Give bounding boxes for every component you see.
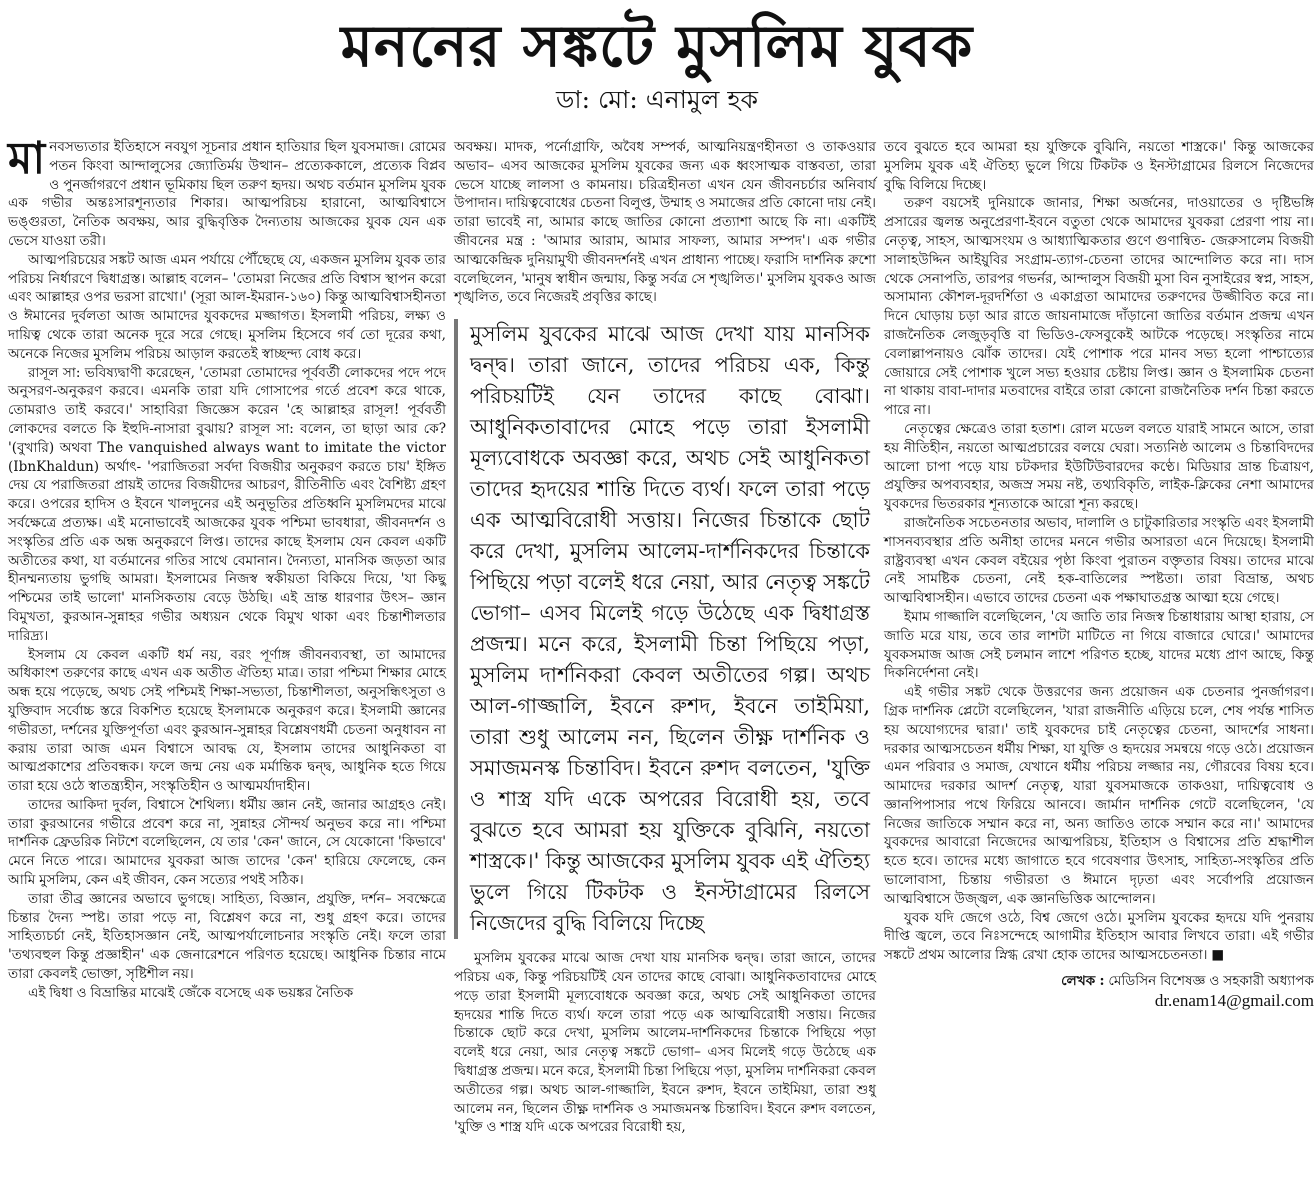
author-info — [884, 971, 1314, 1011]
article-body — [0, 133, 1314, 1137]
paragraph: নেতৃত্বের ক্ষেত্রেও তারা হতাশ। রোল মডেল বলতে যারাই সামনে আসে, তারা হয় নীতিহীন, নয়তো আত্মপ্রচারের বলয়ে ঘেরা। সত্যনিষ্ঠ আলেম ও চিন্তাবিদদের আলো চাপা পড়ে যায় চটকদার ইউটিউবারদের কণ্ঠে। মিডিয়ার ভ্রান্ত চিত্রায়ণ, প্রযুক্তির অপব্যবহার, অজস্র সময় নষ্ট, তথ্যবিকৃতি, লাইক-ক্লিকের নেশা আমাদের যুবকদের ভিতরকার শূন্যতাকে আরো শূন্য করছে। — [884, 420, 1314, 513]
headline: মননের সঙ্কটে মুসলিম যুবক — [340, 12, 974, 80]
author-email: dr.enam14@gmail.com — [1154, 991, 1314, 1011]
article-column-1 — [8, 133, 446, 1003]
paragraph: তবে বুঝতে হবে আমরা হয় যুক্তিকে বুঝিনি, নয়তো শাস্ত্রকে।' কিন্তু আজকের মুসলিম যুবক এই ঐতিহ্য ভুলে গিয়ে টিকটক ও ইনস্টাগ্রামের রিলসে নিজেদের বুদ্ধি বিলিয়ে দিচ্ছে। — [884, 139, 1314, 193]
author-designation: মেডিসিন বিশেষজ্ঞ ও সহকারী অধ্যাপক — [1108, 973, 1314, 990]
paragraph: আত্মপরিচয়ের সঙ্কট আজ এমন পর্যায়ে পৌঁছেছে যে, একজন মুসলিম যুবক তার পরিচয় নির্ধারণে দ্বিধাগ্রস্ত। আল্লাহ বলেন– 'তোমরা নিজের প্রতি বিশ্বাস স্থাপন করো এবং আল্লাহর ওপর ভরসা রাখো।' (সূরা আল-ইমরান-১৬০) কিন্তু আত্মবিশ্বাসহীনতা ও ঈমানের দুর্বলতা আজ আমাদের যুবকদের মজ্জাগত। ইসলামী পরিচয়, লক্ষ্য ও দায়িত্ব থেকে তারা অনেক দূরে সরে গেছে। মুসলিম হিসেবে গর্ব তো দূরের কথা, অনেকে নিজের মুসলিম পরিচয় আড়াল করতেই স্বাচ্ছন্দ্য বোধ করে। — [8, 251, 446, 362]
paragraph: মুসলিম যুবকের মাঝে আজ দেখা যায় মানসিক দ্বন্দ্ব। তারা জানে, তাদের পরিচয় এক, কিন্তু পরিচয়টিই যেন তাদের কাছে বোঝা। আধুনিকতাবাদের মোহে পড়ে তারা ইসলামী মূল্যবোধকে অবজ্ঞা করে, অথচ সেই আধুনিকতা তাদের হৃদয়ের শান্তি দিতে ব্যর্থ। ফলে তারা পড়ে এক আত্মবিরোধী সত্তায়। নিজের চিন্তাকে ছোট করে দেখা, মুসলিম আলেম-দার্শনিকদের চিন্তাকে পিছিয়ে পড়া বলেই ধরে নেয়া, আর নেতৃত্ব সঙ্কটে ভোগা– এসব মিলেই গড়ে উঠেছে এক দ্বিধাগ্রস্ত প্রজন্ম। মনে করে, ইসলামী চিন্তা পিছিয়ে পড়া, মুসলিম দার্শনিকরা কেবল অতীতের গল্প। অথচ আল-গাজ্জালি, ইবনে রুশদ, ইবনে তাইমিয়া, তারা শুধু আলেম নন, ছিলেন তীক্ষ্ণ দার্শনিক ও সমাজমনস্ক চিন্তাবিদ। ইবনে রুশদ বলতেন, 'যুক্তি ও শাস্ত্র যদি একে অপরের বিরোধী হয়, — [454, 950, 876, 1136]
paragraph: যুবক যদি জেগে ওঠে, বিশ্ব জেগে ওঠে। মুসলিম যুবকের হৃদয়ে যদি পুনরায় দীপ্তি জ্বলে, তবে নিঃসন্দেহে আগামীর ইতিহাস আবার লিখবে তারা। এই গভীর সঙ্কটে প্রথম আলোর স্নিগ্ধ রেখা হোক তাদের আত্মসচেতনতা। ■ — [884, 909, 1314, 964]
paragraph: ইমাম গাজ্জালি বলেছিলেন, 'যে জাতি তার নিজস্ব চিন্তাধারায় আস্থা হারায়, সে জাতি মরে যায়, তবে তার লাশটা মাটিতে না গিয়ে বাজারে ঘোরে।' আমাদের যুবকসমাজ আজ সেই চলমান লাশে পরিণত হচ্ছে, যাদের মধ্যে প্রাণ আছে, কিন্তু দিকনির্দেশনা নেই। — [884, 608, 1314, 682]
pull-quote: মুসলিম যুবকের মাঝে আজ দেখা যায় মানসিক দ্বন্দ্ব। তারা জানে, তাদের পরিচয় এক, কিন্তু পরিচয়টিই যেন তাদের কাছে বোঝা। আধুনিকতাবাদের মোহে পড়ে তারা ইসলামী মূল্যবোধকে অবজ্ঞা করে, অথচ সেই আধুনিকতা তাদের হৃদয়ের শান্তি দিতে ব্যর্থ। ফলে তারা পড়ে এক আত্মবিরোধী সত্তায়। নিজের চিন্তাকে ছোট করে দেখা, মুসলিম আলেম-দার্শনিকদের চিন্তাকে পিছিয়ে পড়া বলেই ধরে নেয়া, আর নেতৃত্ব সঙ্কটে ভোগা– এসব মিলেই গড়ে উঠেছে এক দ্বিধাগ্রস্ত প্রজন্ম। মনে করে, ইসলামী চিন্তা পিছিয়ে পড়া, মুসলিম দার্শনিকরা কেবল অতীতের গল্প। অথচ আল-গাজ্জালি, ইবনে রুশদ, ইবনে তাইমিয়া, তারা শুধু আলেম নন, ছিলেন তীক্ষ্ণ দার্শনিক ও সমাজমনস্ক চিন্তাবিদ। ইবনে রুশদ বলতেন, 'যুক্তি ও শাস্ত্র যদি একে অপরের বিরোধী হয়, তবে বুঝতে হবে আমরা হয় যুক্তিকে বুঝিনি, নয়তো শাস্ত্রকে।' কিন্তু আজকের মুসলিম যুবক এই ঐতিহ্য ভুলে গিয়ে টিকটক ও ইনস্টাগ্রামের রিলসে নিজেদের বুদ্ধি বিলিয়ে দিচ্ছে — [454, 319, 876, 939]
paragraph: তরুণ বয়সেই দুনিয়াকে জানার, শিক্ষা অর্জনের, দাওয়াতের ও দৃষ্টিভঙ্গি প্রসারের জ্বলন্ত অনুপ্রেরণা-ইবনে বতুতা থেকে আমাদের যুবকরা প্রেরণা পায় না। নেতৃত্ব, সাহস, আত্মসংযম ও আধ্যাত্মিকতার গুণে গুণান্বিত- জেরুসালেম বিজয়ী সালাহউদ্দিন আইয়ুবির সংগ্রাম-ত্যাগ-চেতনা তাদের আন্দোলিত করে না। দাস থেকে সেনাপতি, তারপর গভর্নর, আন্দালুস বিজয়ী মুসা বিন নুসাইরের স্বপ্ন, সাহস, অসামান্য কৌশল-দূরদর্শিতা ও একাগ্রতা আমাদের তরুণদের উজ্জীবিত করে না। দিনে ঘোড়ায় চড়া আর রাতে জায়নামাজে দাঁড়ানো জাতির বর্তমান প্রজন্ম এখন রাজনৈতিক লেজুড়বৃত্তি বা ভিডিও-ফেসবুকেই আটকে পড়েছে। সংস্কৃতির নামে বেলাল্লাপনায়ও ঝোঁক তাদের। যেই পোশাক পরে মানব সভ্য হলো পাশ্চাত্যের জোয়ারে সেই পোশাক খুলে সভ্য হওয়ার চেষ্টায় লিপ্ত। জ্ঞান ও ইসলামিক চেতনা না থাকায় বাবা-দাদার মতবাদের বাইরে তারা কোনো রাজনৈতিক দর্শন চিন্তা করতে পারে না। — [884, 195, 1314, 419]
paragraph: তারা তীব্র জ্ঞানের অভাবে ভুগছে। সাহিত্য, বিজ্ঞান, প্রযুক্তি, দর্শন– সবক্ষেত্রে চিন্তার দৈন্য স্পষ্ট। তারা পড়ে না, বিশ্লেষণ করে না, শুধু গ্রহণ করে। তাদের সাহিত্যচর্চা নেই, ইতিহাসজ্ঞান নেই, আত্মপর্যালোচনার সংস্কৃতি নেই। ফলে তারা 'তথ্যবহুল কিন্তু প্রজ্ঞাহীন' এক জেনারেশনে পরিণত হয়েছে। আধুনিক চিন্তার নামে তারা কেবলই ভোক্তা, সৃষ্টিশীল নয়। — [8, 890, 446, 983]
author-label: লেখক : — [1061, 973, 1105, 990]
paragraph: এই দ্বিধা ও বিভ্রান্তির মাঝেই জেঁকে বসেছে এক ভয়ঙ্কর নৈতিক — [28, 984, 354, 1001]
paragraph: রাসূল সা: ভবিষ্যদ্বাণী করেছেন, 'তোমরা তোমাদের পূর্ববর্তী লোকদের পদে পদে অনুসরণ-অনুকরণ করবে। এমনকি তারা যদি গোসাপের গর্তে প্রবেশ করে থাকে, তোমরাও তাই করবে।' সাহাবিরা জিজ্ঞেস করেন 'হে আল্লাহর রাসূল! পূর্ববর্তী লোকদের বলতে কি ইহুদি-নাসারা বুঝায়? রাসূল সা: বলেন, তা ছাড়া আর কে? '(বুখারি) অথবা The vanquished always want to imitate the victor (IbnKhaldun) অর্থাৎ- 'পরাজিতরা সর্বদা বিজয়ীর অনুকরণ করতে চায়' ইঙ্গিত দেয় যে পরাজিতরা প্রায়ই তাদের বিজয়ীদের আচরণ, রীতিনীতি এবং বৈশিষ্ট্য গ্রহণ করে। ওপরের হাদিস ও ইবনে খালদুনের এই অনুভূতির প্রতিধ্বনি মুসলিমদের মাঝে সর্বক্ষেত্রে প্রত্যক্ষ। এই মনোভাবেই আজকের যুবক পশ্চিমা ভাবধারা, জীবনদর্শন ও সংস্কৃতির প্রতি এক অন্ধ অনুকরণে লিপ্ত। তাদের কাছে ইসলাম যেন কেবল একটি অতীতের কথা, যা বর্তমানের গতির সাথে বেমানান। দৈন্যতা, মানসিক জড়তা আর হীনম্মন্যতায় ভুগছি আমরা। ইসলামের নিজস্ব স্বকীয়তা বিকিয়ে দিয়ে, 'যা কিছু পশ্চিমের তাই ভালো' মানসিকতায় বেড়ে উঠছি। এই ভ্রান্ত ধারণার উৎস– জ্ঞান বিমুখতা, কুরআন-সুন্নাহর গভীর অধ্যয়ন থেকে বিমুখ থাকা এবং চিন্তাশীলতার দারিদ্র্য। — [8, 364, 446, 644]
paragraph: ইসলাম যে কেবল একটি ধর্ম নয়, বরং পূর্ণাঙ্গ জীবনব্যবস্থা, তা আমাদের অধিকাংশ তরুণের কাছে এখন এক অতীত ঐতিহ্য মাত্র। তারা পশ্চিমা শিক্ষার মোহে অন্ধ হয়ে পড়েছে, অথচ সেই পশ্চিমই শিক্ষা-সভ্যতা, চিন্তাশীলতা, অনুসন্ধিৎসুতা ও যুক্তিবাদ সর্বোচ্চ স্তরে বিকশিত হয়েছে ইসলামকে অনুকরণ করে। ইসলামী জ্ঞানের গভীরতা, দর্শনের যুক্তিপূর্ণতা এবং কুরআন-সুন্নাহর বিশ্লেষণধর্মী চেতনা অনুধাবন না করায় তারা আজ এমন বিশ্বাসে আবদ্ধ যে, ইসলাম তাদের আধুনিকতা বা আত্মপ্রকাশের প্রতিবন্ধক। ফলে জন্ম নেয় এক মর্মান্তিক দ্বন্দ্ব, আধুনিক হতে গিয়ে তারা হয়ে ওঠে স্বাতন্ত্র্যহীন, সংস্কৃতিহীন ও আত্মমর্যাদাহীন। — [8, 646, 446, 795]
paragraph: এই গভীর সঙ্কট থেকে উত্তরণের জন্য প্রয়োজন এক চেতনার পুনর্জাগরণ। গ্রিক দার্শনিক প্লেটো বলেছিলেন, 'যারা রাজনীতি এড়িয়ে চলে, শেষ পর্যন্ত শাসিত হয় অযোগ্যদের দ্বারা।' তাই যুবকদের চাই নেতৃত্বের চেতনা, আদর্শের সাধনা। দরকার আত্মসচেতন ধর্মীয় শিক্ষা, যা যুক্তি ও হৃদয়ের সমন্বয়ে গড়ে ওঠে। প্রয়োজন এমন পরিবার ও সমাজ, যেখানে ধর্মীয় পরিচয় লজ্জার নয়, গৌরবের বিষয় হবে। আমাদের দরকার আদর্শ নেতৃত্ব, যারা যুবসমাজকে তাকওয়া, দায়িত্ববোধ ও জ্ঞানপিপাসার পথে ফিরিয়ে আনবে। জার্মান দার্শনিক গেটে বলেছিলেন, 'যে নিজের জাতিকে সম্মান করে না, অন্য জাতিও তাকে সম্মান করে না।' আমাদের যুবকদের আবারো নিজেদের আত্মপরিচয়, ইতিহাস ও বিশ্বাসের প্রতি শ্রদ্ধাশীল হতে হবে। তাদের মধ্যে জাগাতে হবে গবেষণার উৎসাহ, সাহিত্য-সংস্কৃতির প্রতি ভালোবাসা, চিন্তায় গভীরতা ও ঈমানে দৃঢ়তা এবং সর্বোপরি প্রয়োজন আত্মবিশ্বাসে উজ্জ্বল, এক জ্ঞানভিত্তিক আন্দোলন। — [884, 684, 1314, 907]
article-column-2 — [454, 138, 876, 1137]
article-column-3 — [884, 138, 1314, 1011]
paragraph: মানবসভ্যতার ইতিহাসে নবযুগ সূচনার প্রধান হাতিয়ার ছিল যুবসমাজ। রোমের পতন কিংবা আন্দালুসের জ্যোতির্ময় উত্থান– প্রত্যেককালে, প্রত্যেক বিপ্লব ও পুনর্জাগরণে প্রধান ভূমিকায় ছিল তরুণ হৃদয়। অথচ বর্তমান মুসলিম যুবক এক গভীর অন্তঃসারশূন্যতার শিকার। আত্মপরিচয় হারানো, আত্মবিশ্বাসে ভঙ্গুরতা, নৈতিক অবক্ষয়, আর বুদ্ধিবৃত্তিক দৈন্যতায় আজকের যুবক যেন এক ভেসে যাওয়া তরী। — [8, 133, 446, 249]
paragraph: রাজনৈতিক সচেতনতার অভাব, দালালি ও চাটুকারিতার সংস্কৃতি এবং ইসলামী শাসনব্যবস্থার প্রতি অনীহা তাদের মননে গভীর অসারতা এনে দিয়েছে। ইসলামী রাষ্ট্রব্যবস্থা এখন কেবল বইয়ের পৃষ্ঠা কিংবা পুরাতন বক্তৃতার বিষয়। তাদের মাঝে নেই সামষ্টিক চেতনা, নেই হক-বাতিলের স্পষ্টতা। তারা বিভ্রান্ত, অথচ আত্মবিশ্বাসহীন। এভাবে তাদের চেতনা এক পক্ষাঘাতগ্রস্ত আত্মা হয়ে গেছে। — [884, 514, 1314, 607]
paragraph: অবক্ষয়। মাদক, পর্নোগ্রাফি, অবৈধ সম্পর্ক, আত্মনিয়ন্ত্রণহীনতা ও তাকওয়ার অভাব– এসব আজকের মুসলিম যুবকের জন্য এক ধ্বংসাত্মক বাস্তবতা, তারা ভেসে যাচ্ছে লালসা ও কামনায়। চরিত্রহীনতা এখন যেন জীবনচর্চার অনিবার্য উপাদান। দায়িত্ববোধের চেতনা বিলুপ্ত, উম্মাহ ও সমাজের প্রতি কোনো দায় নেই। তারা ভাবেই না, আমার কাছে জাতির কোনো প্রত্যাশা আছে কি না। একটিই জীবনের মন্ত্র : 'আমার আরাম, আমার সাফল্য, আমার সম্পদ'। এক গভীর আত্মকেন্দ্রিক দুনিয়ামুখী জীবনদর্শনই এখন প্রাধান্য পাচ্ছে। ফরাসি দার্শনিক রুশো বলেছিলেন, 'মানুষ স্বাধীন জন্মায়, কিন্তু সর্বত্র সে শৃঙ্খলিত।' মুসলিম যুবকও আজ শৃঙ্খলিত, তবে নিজেরই প্রবৃত্তির কাছে। — [454, 139, 876, 306]
paragraph: তাদের আকিদা দুর্বল, বিশ্বাসে শৈথিল্য। ধর্মীয় জ্ঞান নেই, জানার আগ্রহও নেই। তারা কুরআনের গভীরে প্রবেশ করে না, সুন্নাহর সৌন্দর্য অনুভব করে না। পশ্চিমা দার্শনিক ফ্রেডরিক নিটশে বলেছিলেন, যে তার 'কেন' জানে, সে যেকোনো 'কিভাবে' মেনে নিতে পারে। আমাদের যুবকরা আজ তাদের 'কেন' হারিয়ে ফেলেছে, কেন আমি মুসলিম, কেন এই জীবন, কেন সত্যের পথই সঠিক। — [8, 796, 446, 889]
byline: ডা: মো: এনামুল হক — [556, 85, 758, 114]
